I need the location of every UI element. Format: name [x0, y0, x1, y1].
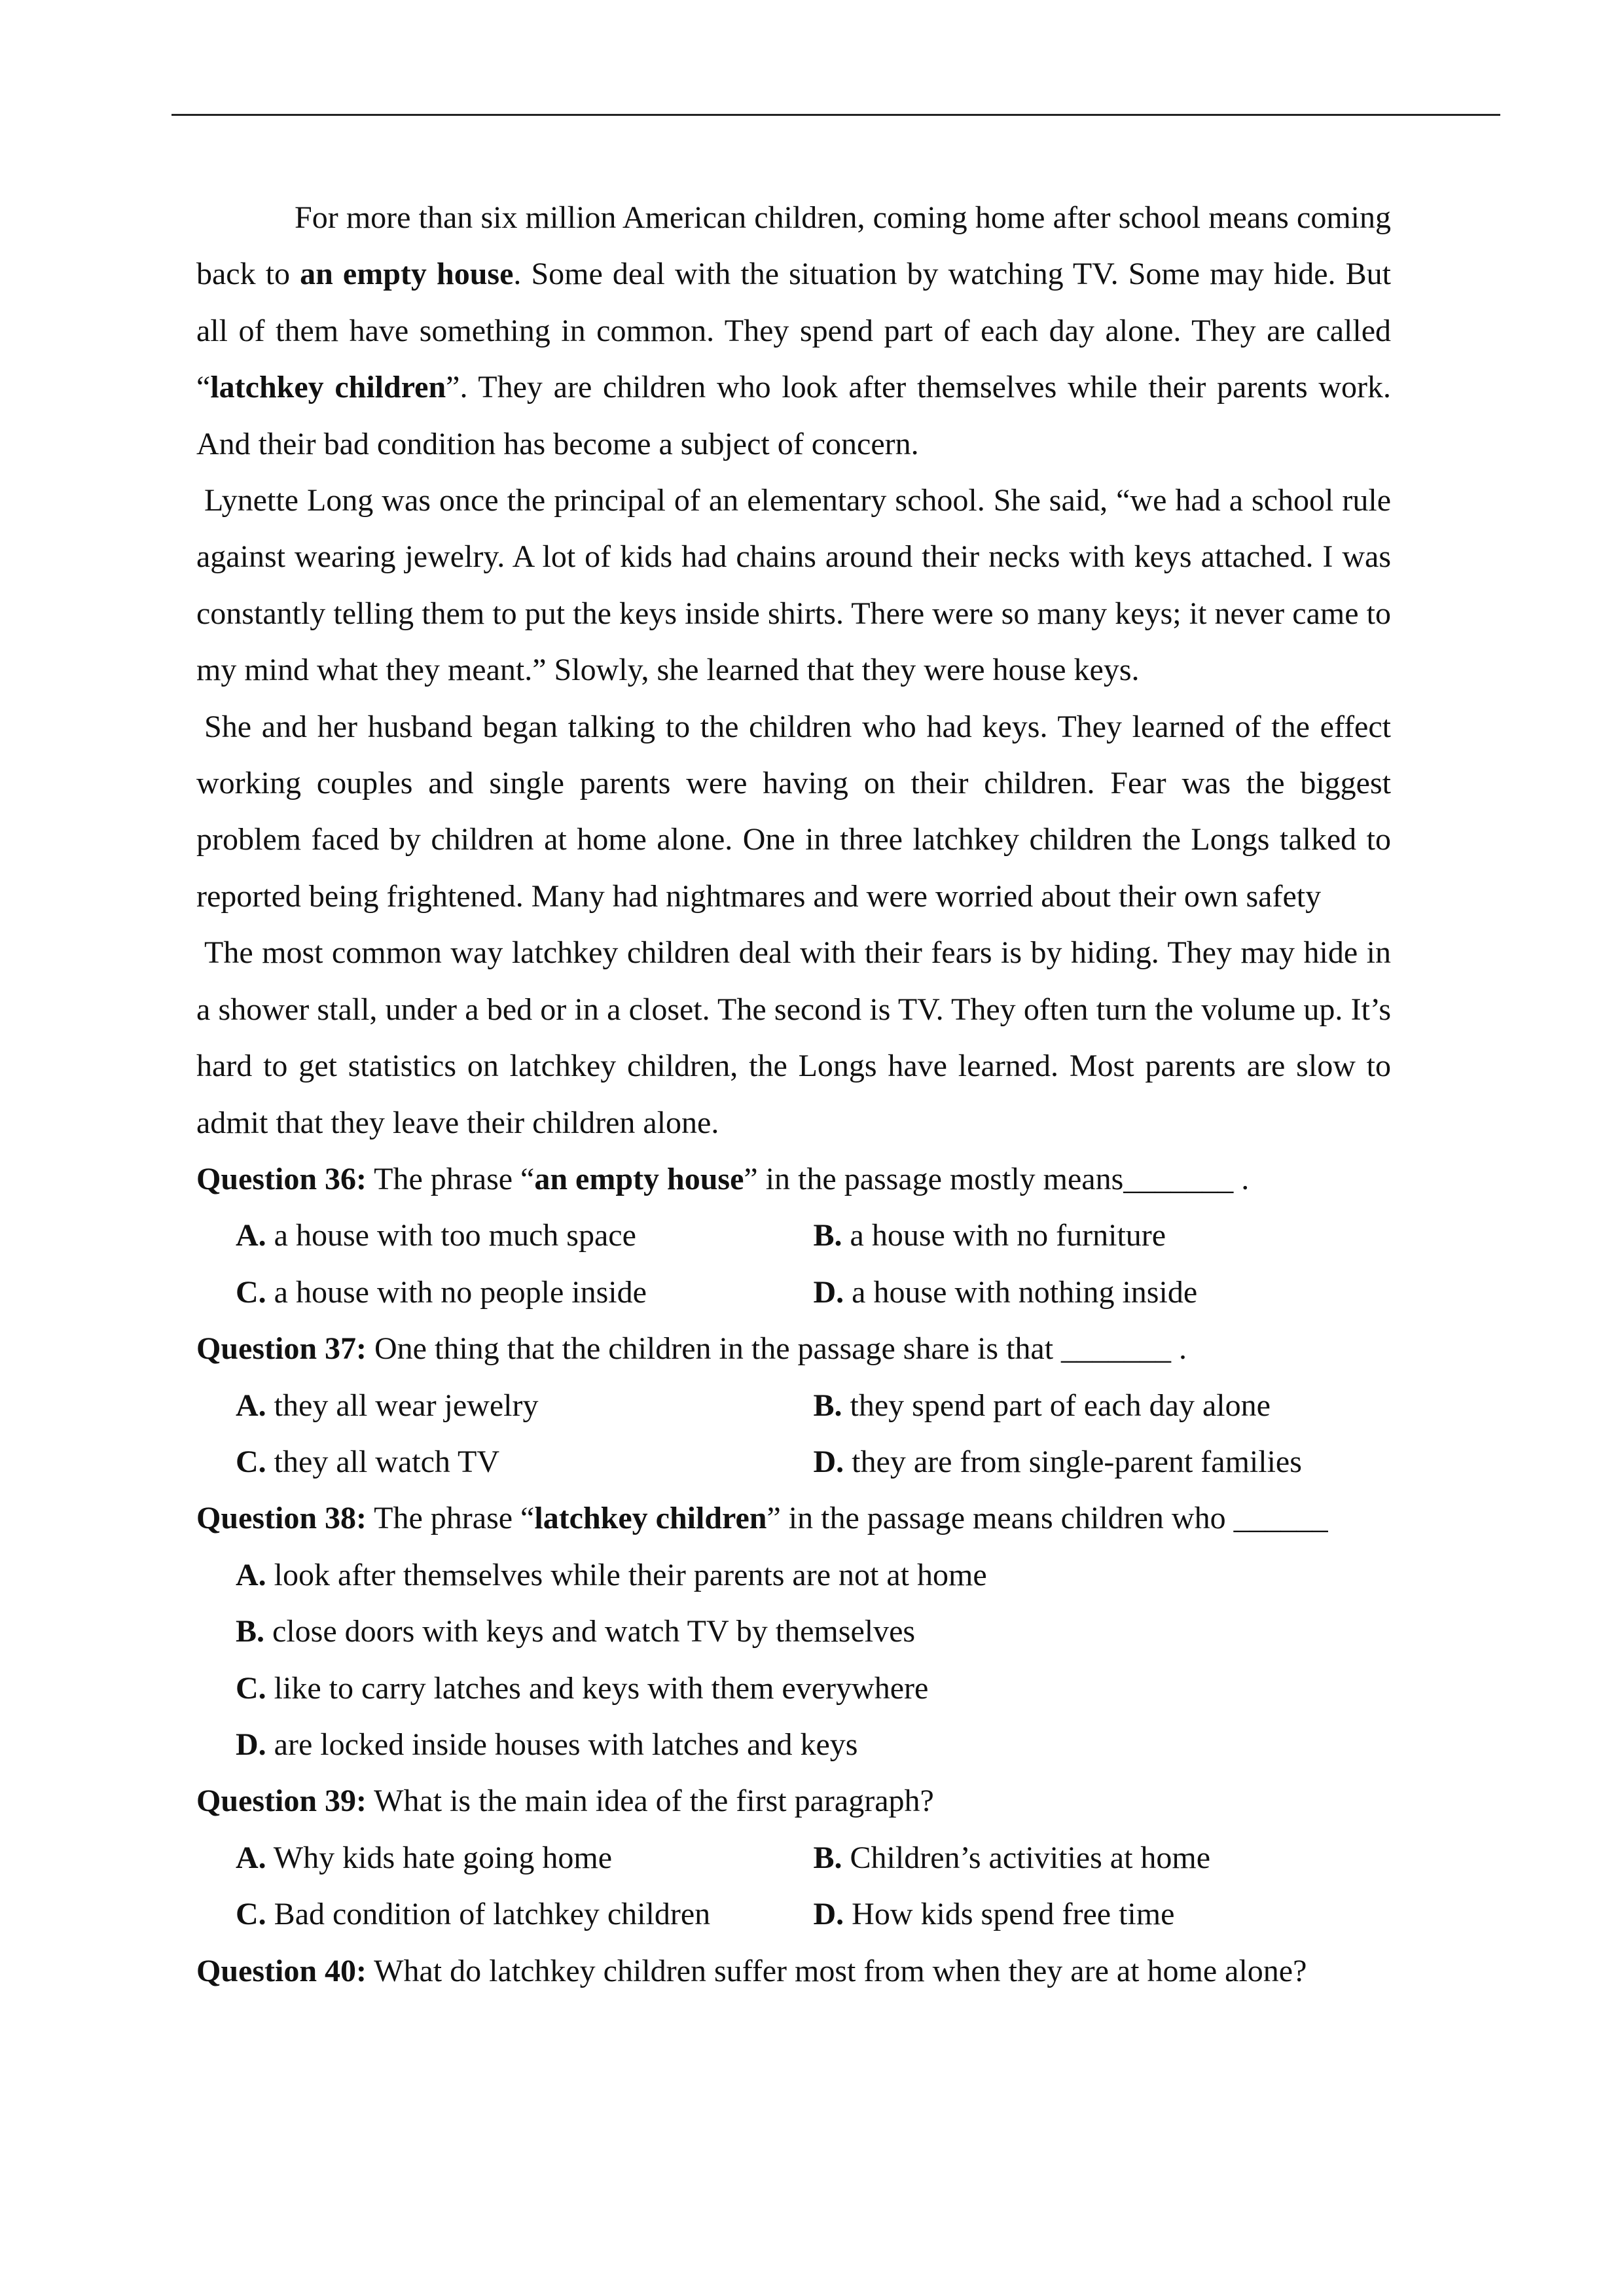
option-a[interactable]: [236, 1208, 814, 1264]
option-text: look after themselves while their parents are not at home: [266, 1557, 987, 1592]
question-40: [196, 1943, 1391, 2000]
passage-paragraph-1: [196, 190, 1391, 473]
text-run: What is the main idea of the first paragraph?: [367, 1784, 934, 1819]
option-text: How kids spend free time: [844, 1897, 1175, 1932]
header-rule: [171, 114, 1500, 116]
bold-phrase-empty-house: an empty house: [300, 257, 514, 292]
option-d[interactable]: [814, 1886, 1392, 1943]
bold-phrase-latchkey-children: latchkey children: [210, 370, 446, 405]
option-c[interactable]: [236, 1434, 814, 1490]
text-run: ” in the passage means children who ______: [767, 1501, 1328, 1536]
question-label: Question 37:: [196, 1331, 367, 1367]
text-run: . Some deal with the situation by watching TV. Some may hide. But all of them have something in common. They spend part of each day alone. They are called “: [196, 257, 1391, 405]
question-37: [196, 1321, 1391, 1377]
page-content: [196, 190, 1391, 2000]
question-label: Question 36:: [196, 1161, 367, 1196]
text-run: For more than six million American children, coming home after school means coming back to: [196, 200, 1391, 292]
option-text: they all watch TV: [266, 1444, 500, 1479]
option-letter: D.: [813, 1274, 844, 1310]
option-letter: C.: [236, 1274, 266, 1310]
option-letter: B.: [813, 1218, 842, 1253]
option-d[interactable]: [814, 1265, 1392, 1321]
option-d[interactable]: [814, 1434, 1392, 1490]
passage-paragraph-3: She and her husband began talking to the children who had keys. They learned of the effect working couples and single parents were having on their children. Fear was the biggest problem faced by children at home alone. One in three latchkey children the Longs talked to reported being frightened. Many had nightmares and were worried about their own safety: [196, 709, 1391, 914]
text-run: The phrase “: [367, 1161, 535, 1196]
bold-phrase: latchkey children: [534, 1501, 767, 1536]
text-run: What do latchkey children suffer most from when they are at home alone?: [367, 1953, 1307, 1988]
option-letter: B.: [813, 1388, 842, 1423]
option-text: Why kids hate going home: [266, 1840, 613, 1875]
option-b[interactable]: [814, 1208, 1392, 1264]
question-label: Question 38:: [196, 1501, 367, 1536]
option-letter: B.: [813, 1840, 842, 1875]
passage-paragraph-4: The most common way latchkey children deal with their fears is by hiding. They may hide in a shower stall, under a bed or in a closet. The second is TV. They often turn the volume up. It’s hard to get statistics on latchkey children, the Longs have learned. Most parents are slow to admit that they leave their children alone.: [196, 935, 1391, 1140]
option-text: Children’s activities at home: [842, 1840, 1211, 1875]
option-letter: C.: [236, 1897, 266, 1932]
bold-phrase: an empty house: [534, 1161, 744, 1196]
option-b[interactable]: [814, 1378, 1392, 1434]
option-a[interactable]: [236, 1378, 814, 1434]
question-label: Question 40:: [196, 1953, 367, 1988]
option-c[interactable]: [236, 1886, 814, 1943]
option-text: a house with no furniture: [842, 1218, 1166, 1253]
option-d[interactable]: [236, 1717, 1391, 1773]
option-b[interactable]: [236, 1604, 1391, 1660]
option-letter: A.: [236, 1840, 266, 1875]
option-letter: B.: [236, 1614, 265, 1649]
option-text: a house with no people inside: [266, 1274, 647, 1310]
option-a[interactable]: [236, 1830, 814, 1886]
text-run: The phrase “: [367, 1501, 535, 1536]
text-run: One thing that the children in the passage share is that _______ .: [367, 1331, 1187, 1367]
option-text: Bad condition of latchkey children: [266, 1897, 711, 1932]
option-text: like to carry latches and keys with them everywhere: [266, 1670, 929, 1706]
question-39: [196, 1773, 1391, 1829]
option-c[interactable]: [236, 1660, 1391, 1717]
option-text: a house with too much space: [266, 1218, 636, 1253]
question-38: [196, 1490, 1391, 1547]
option-letter: A.: [236, 1388, 266, 1423]
option-text: are locked inside houses with latches and keys: [266, 1727, 858, 1762]
option-text: they spend part of each day alone: [842, 1388, 1271, 1423]
text-run: ”. They are children who look after themselves while their parents work. And their bad condition has become a subject of concern.: [196, 370, 1391, 461]
option-text: a house with nothing inside: [844, 1274, 1198, 1310]
passage-paragraph-2: Lynette Long was once the principal of an elementary school. She said, “we had a school rule against wearing jewelry. A lot of kids had chains around their necks with keys attached. I was constantly telling them to put the keys inside shirts. There were so many keys; it never came to my mind what they meant.” Slowly, she learned that they were house keys.: [196, 483, 1391, 688]
option-text: close doors with keys and watch TV by themselves: [264, 1614, 916, 1649]
question-36: [196, 1151, 1391, 1208]
question-label: Question 39:: [196, 1784, 367, 1819]
question-39-options: [196, 1830, 1391, 1943]
option-letter: D.: [813, 1444, 844, 1479]
option-text: they all wear jewelry: [266, 1388, 539, 1423]
option-letter: C.: [236, 1444, 266, 1479]
option-c[interactable]: [236, 1265, 814, 1321]
option-text: they are from single-parent families: [844, 1444, 1302, 1479]
option-a[interactable]: [236, 1547, 1391, 1604]
question-36-options: [196, 1208, 1391, 1321]
question-38-options: [196, 1547, 1391, 1774]
option-letter: A.: [236, 1557, 266, 1592]
text-run: ” in the passage mostly means_______ .: [744, 1161, 1250, 1196]
option-letter: D.: [236, 1727, 266, 1762]
option-letter: A.: [236, 1218, 266, 1253]
question-37-options: [196, 1378, 1391, 1491]
option-letter: D.: [813, 1897, 844, 1932]
option-letter: C.: [236, 1670, 266, 1706]
option-b[interactable]: [814, 1830, 1392, 1886]
